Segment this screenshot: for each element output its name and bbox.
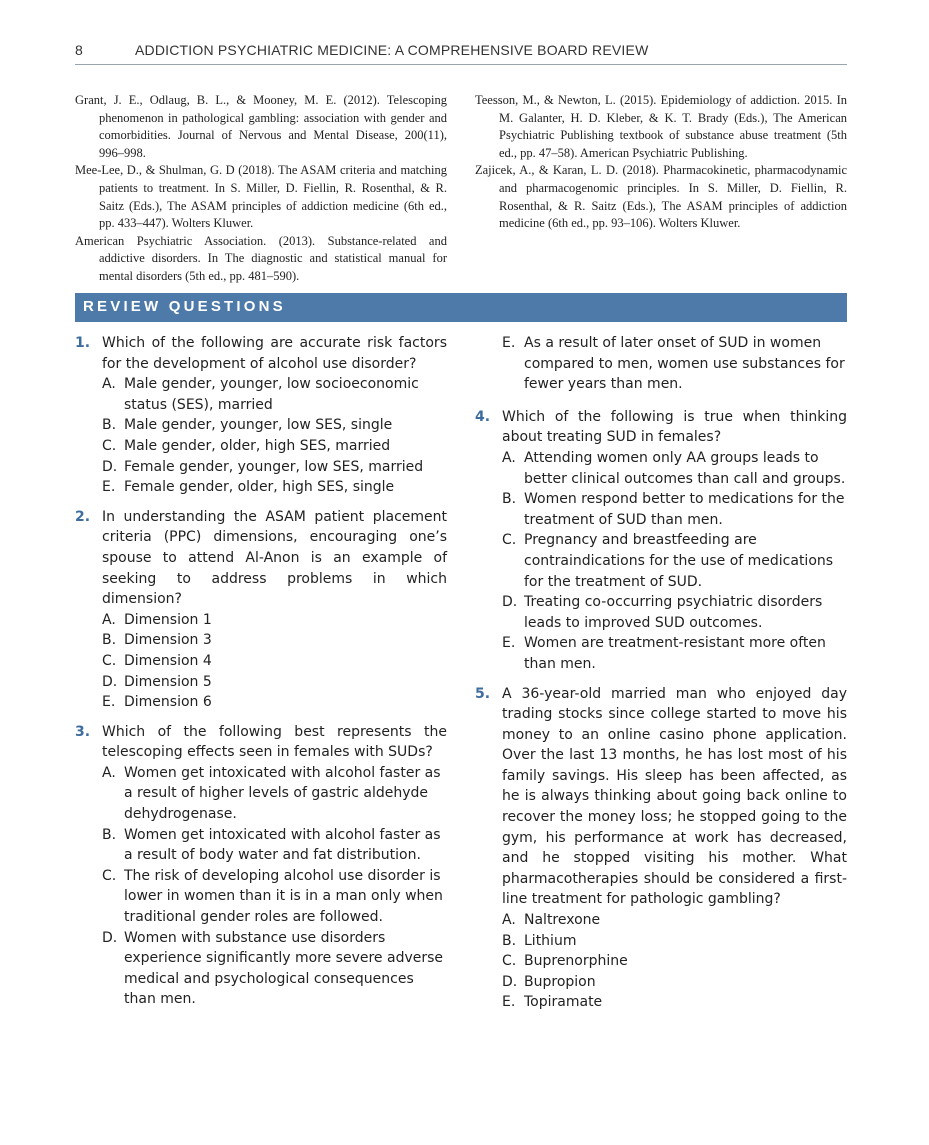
question-stem: Which of the following is true when thinking about treating SUD in females? bbox=[502, 408, 847, 446]
answer-option bbox=[502, 333, 847, 395]
answer-option bbox=[102, 692, 447, 713]
option-letter: A. bbox=[102, 376, 116, 393]
answer-option bbox=[102, 415, 447, 436]
answer-option bbox=[502, 530, 847, 592]
answer-option bbox=[102, 610, 447, 631]
reference-entry: American Psychiatric Association. (2013). Substance-related and addictive disorders. In The diagnostic and statistical manual for mental disorders (5th ed., pp. 481–590). bbox=[75, 233, 447, 283]
question-number: 5. bbox=[475, 685, 491, 702]
answer-option bbox=[102, 477, 447, 498]
question-stem: Which of the following best represents the telescoping effects seen in females with SUDs? bbox=[102, 723, 447, 761]
answer-option bbox=[102, 825, 447, 866]
option-text: Male gender, younger, low SES, single bbox=[124, 417, 393, 434]
option-text: Male gender, older, high SES, married bbox=[124, 437, 391, 454]
question-3-continued bbox=[475, 333, 847, 395]
option-text: Attending women only AA groups leads to better clinical outcomes than call and groups. bbox=[524, 449, 846, 487]
reference-entry: Zajicek, A., & Karan, L. D. (2018). Pharmacokinetic, pharmacodynamic and pharmacogenomic principles. In S. Miller, D. Fiellin, R. Rosenthal, & R. Saitz (Eds.), The ASAM principles of addiction medicine (6th ed., pp. 93–106). Wolters Kluwer. bbox=[475, 163, 847, 231]
question-3 bbox=[75, 722, 447, 1010]
answer-option bbox=[502, 633, 847, 674]
answer-option bbox=[502, 992, 847, 1013]
answer-option bbox=[102, 928, 447, 1010]
answer-option bbox=[102, 436, 447, 457]
option-text: The risk of developing alcohol use disorder is lower in women than it is in a man only when traditional gender roles are followed. bbox=[124, 867, 443, 926]
option-letter: C. bbox=[502, 532, 517, 549]
option-letter: C. bbox=[502, 953, 517, 970]
option-letter: A. bbox=[102, 764, 116, 781]
questions-left-column bbox=[75, 333, 447, 1019]
option-letter: E. bbox=[102, 479, 116, 496]
option-text: Women get intoxicated with alcohol faster as a result of higher levels of gastric aldehyde dehydrogenase. bbox=[124, 764, 441, 823]
option-text: Dimension 5 bbox=[124, 673, 212, 690]
question-stem: Which of the following are accurate risk factors for the development of alcohol use disorder? bbox=[102, 335, 447, 372]
option-letter: C. bbox=[102, 437, 117, 454]
answer-option bbox=[502, 448, 847, 489]
answer-option bbox=[502, 910, 847, 931]
reference-entry: Teesson, M., & Newton, L. (2015). Epidemiology of addiction. 2015. In M. Galanter, H. D. Kleber, & K. T. Brady (Eds.), The American Psychiatric Publishing textbook of substance abuse treatment (5th ed., pp. 47–58). American Psychiatric Publishing. bbox=[475, 93, 847, 160]
question-number: 2. bbox=[75, 508, 91, 525]
answer-option bbox=[502, 951, 847, 972]
option-text: Buprenorphine bbox=[524, 953, 628, 970]
reference-entry: Mee-Lee, D., & Shulman, G. D (2018). The ASAM criteria and matching patients to treatment. In S. Miller, D. Fiellin, R. Rosenthal, & R. Saitz (Eds.), The ASAM principles of addiction medicine (6th ed., pp. 433–447). Wolters Kluwer. bbox=[75, 163, 447, 231]
option-text: Topiramate bbox=[524, 994, 603, 1011]
section-title: REVIEW QUESTIONS bbox=[83, 298, 286, 315]
answer-option bbox=[102, 374, 447, 415]
answer-option bbox=[102, 866, 447, 928]
question-number: 4. bbox=[475, 408, 491, 425]
answer-option bbox=[502, 592, 847, 633]
section-banner bbox=[75, 293, 847, 322]
option-letter: B. bbox=[102, 417, 117, 434]
reference-entry: Grant, J. E., Odlaug, B. L., & Mooney, M. E. (2012). Telescoping phenomenon in pathological gambling: association with gender and comorbidities. Journal of Nervous and Mental Disease, 200(11), 996–998. bbox=[75, 93, 447, 160]
option-text: Male gender, younger, low socioeconomic status (SES), married bbox=[124, 376, 419, 413]
question-1 bbox=[75, 333, 447, 498]
question-2 bbox=[75, 507, 447, 713]
question-stem: In understanding the ASAM patient placement criteria (PPC) dimensions, encouraging one’s spouse to attend Al-Anon is an example of seeking to address problems in which dimension? bbox=[102, 508, 447, 608]
answer-option bbox=[102, 763, 447, 825]
option-text: Dimension 3 bbox=[124, 632, 212, 649]
answer-option bbox=[102, 457, 447, 478]
option-letter: B. bbox=[502, 932, 517, 949]
running-header bbox=[75, 38, 847, 65]
references-left-column bbox=[75, 92, 447, 286]
option-text: Female gender, older, high SES, single bbox=[124, 479, 395, 496]
option-text: Lithium bbox=[524, 932, 577, 949]
references-right-column bbox=[475, 92, 847, 233]
option-letter: D. bbox=[102, 673, 118, 690]
option-text: As a result of later onset of SUD in women compared to men, women use substances for fewer years than men. bbox=[524, 335, 845, 393]
option-letter: E. bbox=[102, 694, 116, 711]
option-letter: E. bbox=[502, 335, 516, 351]
page-number: 8 bbox=[75, 42, 83, 58]
answer-option bbox=[502, 931, 847, 952]
option-letter: D. bbox=[502, 594, 518, 611]
answer-option bbox=[102, 651, 447, 672]
option-text: Women get intoxicated with alcohol faster as a result of body water and fat distribution. bbox=[124, 826, 441, 864]
option-letter: E. bbox=[502, 635, 516, 652]
option-text: Women respond better to medications for the treatment of SUD than men. bbox=[524, 491, 845, 528]
option-text: Naltrexone bbox=[524, 912, 601, 929]
answer-option bbox=[102, 630, 447, 651]
option-letter: A. bbox=[502, 449, 516, 466]
question-5 bbox=[475, 684, 847, 1014]
option-text: Women are treatment-resistant more often than men. bbox=[524, 635, 826, 672]
option-letter: D. bbox=[102, 458, 118, 475]
option-letter: B. bbox=[102, 632, 117, 649]
question-number: 3. bbox=[75, 723, 91, 740]
option-text: Dimension 1 bbox=[124, 611, 212, 628]
question-stem: A 36-year-old married man who enjoyed day trading stocks since college started to move his money to an online casino phone application. Over the last 13 months, he has lost most of his family savings. His sleep has been affected, as he is always thinking about going back online to recover the money loss; he stopped going to the gym, his performance at work has decreased, and he stopped visiting his mother. What pharmacotherapies should be considered a first-line treatment for pathologic gambling? bbox=[502, 685, 847, 908]
question-4 bbox=[475, 407, 847, 675]
option-letter: D. bbox=[102, 929, 118, 946]
option-letter: C. bbox=[102, 652, 117, 669]
running-title: ADDICTION PSYCHIATRIC MEDICINE: A COMPREHENSIVE BOARD REVIEW bbox=[135, 42, 649, 58]
option-text: Bupropion bbox=[524, 973, 596, 990]
option-letter: B. bbox=[102, 826, 117, 843]
option-text: Pregnancy and breastfeeding are contraindications for the use of medications for the treatment of SUD. bbox=[524, 532, 834, 590]
option-text: Dimension 6 bbox=[124, 694, 212, 711]
answer-option bbox=[102, 672, 447, 693]
answer-option bbox=[502, 489, 847, 530]
option-letter: A. bbox=[102, 611, 116, 628]
option-letter: A. bbox=[502, 912, 516, 929]
answer-option bbox=[502, 972, 847, 993]
option-letter: E. bbox=[502, 994, 516, 1011]
question-number: 1. bbox=[75, 335, 91, 351]
option-letter: B. bbox=[502, 491, 517, 508]
option-text: Treating co-occurring psychiatric disorders leads to improved SUD outcomes. bbox=[524, 594, 823, 631]
option-text: Dimension 4 bbox=[124, 652, 212, 669]
option-letter: D. bbox=[502, 973, 518, 990]
option-text: Women with substance use disorders experience significantly more severe adverse medical and psychological consequences than men. bbox=[124, 929, 444, 1008]
option-letter: C. bbox=[102, 867, 117, 884]
option-text: Female gender, younger, low SES, married bbox=[124, 458, 424, 475]
questions-right-column bbox=[475, 333, 847, 1022]
